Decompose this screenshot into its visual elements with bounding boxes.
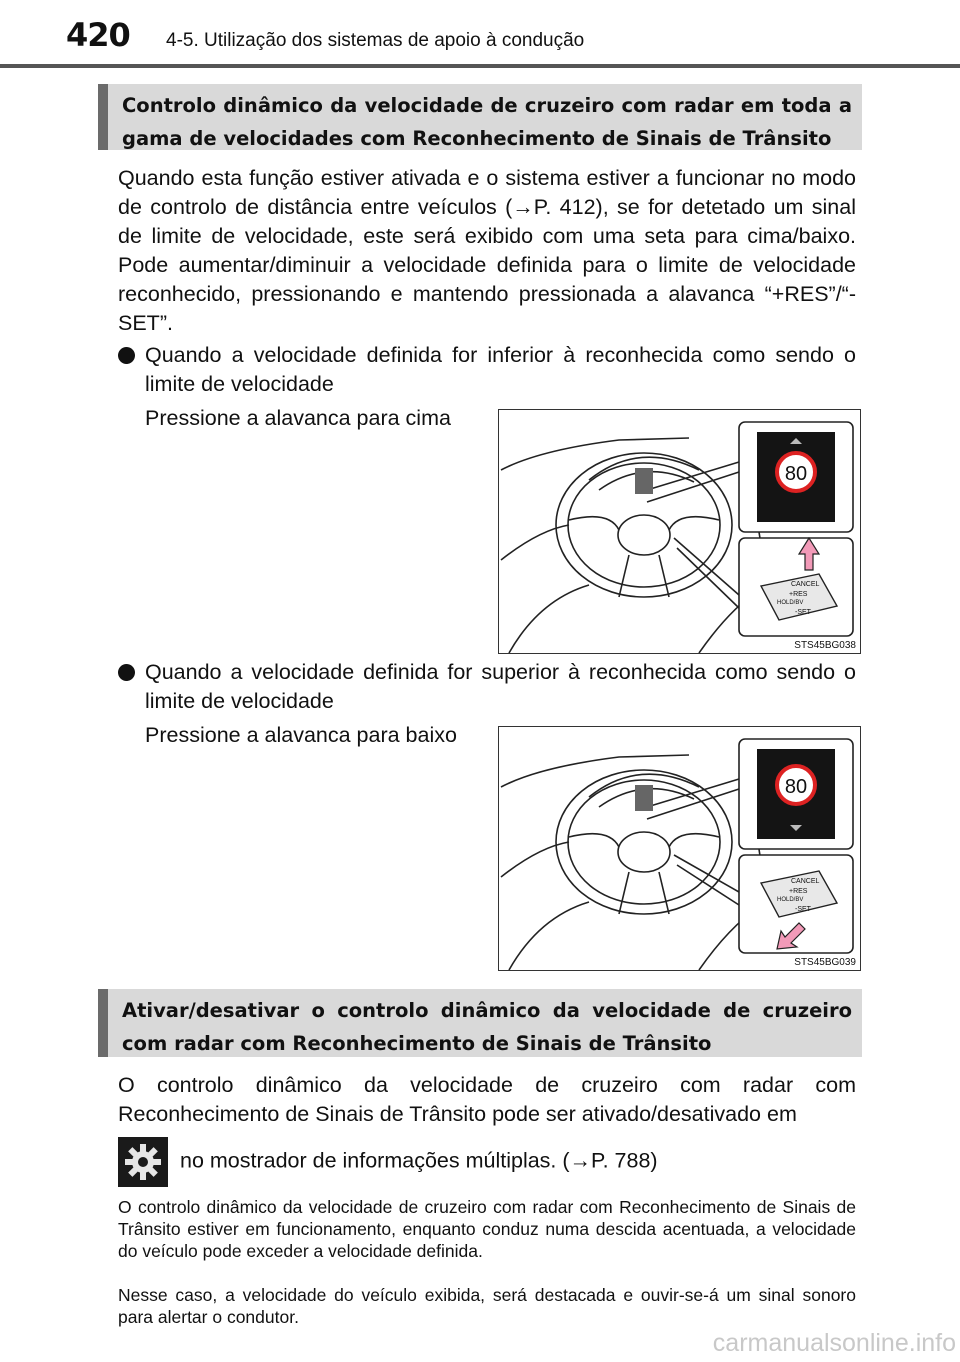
- section-heading-traffic-sign-recognition: Controlo dinâmico da velocidade de cruzeiro com radar em toda a gama de velocidades com Reconhecimento de Sinais de Trânsito: [98, 84, 862, 150]
- steering-wheel-illustration: [499, 410, 860, 653]
- figure-lever-down: [498, 726, 861, 971]
- bullet-lower-speed: [118, 341, 856, 399]
- instruction-press-down: Pressione a alavanca para baixo: [145, 723, 457, 747]
- figure-code: STS45BG039: [794, 957, 856, 968]
- lever-label-cancel: CANCEL: [791, 581, 820, 588]
- bullet-text: Quando a velocidade definida for superior à reconhecida como sendo o limite de velocidade: [145, 660, 856, 713]
- lever-label-res: +RES: [789, 888, 808, 895]
- bullet-dot: [118, 664, 135, 681]
- gear-icon: [118, 1137, 168, 1187]
- chapter-title: 4-5. Utilização dos sistemas de apoio à condução: [166, 30, 585, 51]
- header-divider: [0, 64, 960, 68]
- instruction-press-up: Pressione a alavanca para cima: [145, 406, 451, 430]
- lever-label-set: -SET: [795, 609, 811, 616]
- page-number: 420: [66, 16, 130, 54]
- activation-paragraph: O controlo dinâmico da velocidade de cruzeiro com radar com Reconhecimento de Sinais de Trânsito pode ser ativado/desativado em: [118, 1073, 856, 1126]
- speed-sign-value: 80: [784, 463, 808, 485]
- lever-label-hold: HOLD/BV: [777, 600, 804, 606]
- lever-label-cancel: CANCEL: [791, 878, 820, 885]
- intro-paragraph: Quando esta função estiver ativada e o sistema estiver a funcionar no modo de controlo de distância entre veículos (→P. 412), se for detetado um sinal de limite de velocidade, este será exibido com uma seta para cima/baixo. Pode aumentar/diminuir a velocidade definida para o limite de velocidade reconhecido, pressionando e mantendo pressionada a alavanca “+RES”/“-SET”.: [118, 166, 856, 335]
- lever-label-hold: HOLD/BV: [777, 897, 804, 903]
- speed-sign-value: 80: [784, 776, 808, 798]
- watermark: carmanualsonline.info: [712, 1329, 956, 1357]
- bullet-dot: [118, 347, 135, 364]
- lever-label-set: -SET: [795, 906, 811, 913]
- figure-code: STS45BG038: [794, 640, 856, 651]
- settings-line: [118, 1137, 856, 1187]
- bullet-text: Quando a velocidade definida for inferior à reconhecida como sendo o limite de velocidade: [145, 343, 856, 396]
- bullet-higher-speed: [118, 658, 856, 716]
- note-paragraph-2: Nesse caso, a velocidade do veículo exibida, será destacada e ouvir-se-á um sinal sonoro para alertar o condutor.: [118, 1285, 856, 1327]
- note-paragraph-1: O controlo dinâmico da velocidade de cruzeiro com radar com Reconhecimento de Sinais de Trânsito estiver em funcionamento, enquanto conduz numa descida acentuada, a velocidade do veículo pode exceder a velocidade definida.: [118, 1197, 856, 1261]
- section-heading-activate-deactivate: Ativar/desativar o controlo dinâmico da velocidade de cruzeiro com radar com Reconhecimento de Sinais de Trânsito: [98, 989, 862, 1057]
- settings-line-text: no mostrador de informações múltiplas. (→P. 788): [179, 1148, 658, 1173]
- lever-label-res: +RES: [789, 591, 808, 598]
- steering-wheel-illustration: [499, 727, 860, 970]
- figure-lever-up: [498, 409, 861, 654]
